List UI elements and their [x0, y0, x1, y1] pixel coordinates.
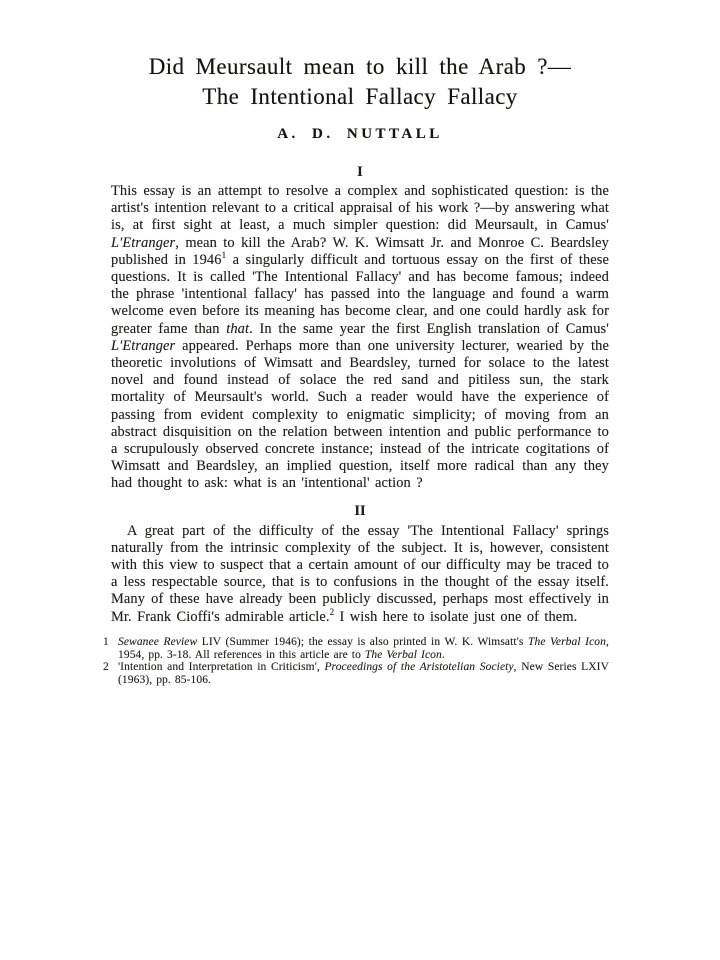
section-1-paragraph: This essay is an attempt to resolve a complex and sophisticated question: is the artist's intention relevant to a critical appraisal of his work ?—by answering what is, at first sight at least, a much simpler question: did Meursault, in Camus' L'Etranger, mean to kill the Arab? W. K. Wimsatt Jr. and Monroe C. Beardsley published in 1946$^1$ a singularly difficult and tortuous essay on the first of these questions. It is called 'The Intentional Fallacy' and has become famous; indeed the phrase 'intentional fallacy' has passed into the language and found a warm welcome even before its meaning has become clear, and one could hardly ask for greater fame than that. In the same year the first English translation of Camus' L'Etranger appeared. Perhaps more than one university lecturer, wearied by the theoretic involutions of Wimsatt and Beardsley, turned for solace to the latest novel and found instead of solace the red sand and pitiless sun, the stark mortality of Meursault's world. Such a reader would have the experience of passing from evident complexity to enigmatic simplicity; of moving from an abstract disquisition on the relation between intention and public performance to a scrupulously observed concrete instance; instead of the intricate cogitations of Wimsatt and Beardsley, an implied question, itself more radical than any they had thought to ask: what is an 'intentional' action ?	[111, 183, 610, 492]
essay-title-line-2: The Intentional Fallacy Fallacy	[202, 84, 518, 109]
essay-author: A. D. NUTTALL	[277, 126, 443, 142]
page-content	[103, 52, 610, 687]
section-2-paragraph: A great part of the difficulty of the essay 'The Intentional Fallacy' springs naturally from the intrinsic complexity of the subject. It is, however, consistent with this view to suspect that a certain amount of our difficulty may be traced to a less respectable source, that is to confusions in the thought of the essay itself. Many of these have already been publicly discussed, perhaps most effectively in Mr. Frank Cioffi's admirable article.$^2$ I wish here to isolate just one of them.	[111, 522, 609, 625]
footnote-1-text: Sewanee Review LIV (Summer 1946); the essay is also printed in W. K. Wimsatt's The Verbal Icon, 1954, pp. 3-18. All references in this article are to The Verbal Icon.	[118, 635, 609, 661]
footnote-2	[103, 661, 609, 686]
footnotes-block	[103, 636, 609, 687]
essay-title	[111, 52, 609, 112]
section-1-heading: I	[357, 164, 363, 180]
footnote-2-number: 2	[103, 661, 109, 674]
essay-title-line-1: Did Meursault mean to kill the Arab ?—	[148, 54, 572, 79]
footnote-2-text: 'Intention and Interpretation in Criticism', Proceedings of the Aristotelian Society, New Series LXIV (1963), pp. 85-106.	[118, 661, 609, 686]
footnote-1	[103, 636, 609, 661]
footnote-1-number: 1	[103, 635, 109, 648]
section-2-heading: II	[354, 502, 366, 519]
